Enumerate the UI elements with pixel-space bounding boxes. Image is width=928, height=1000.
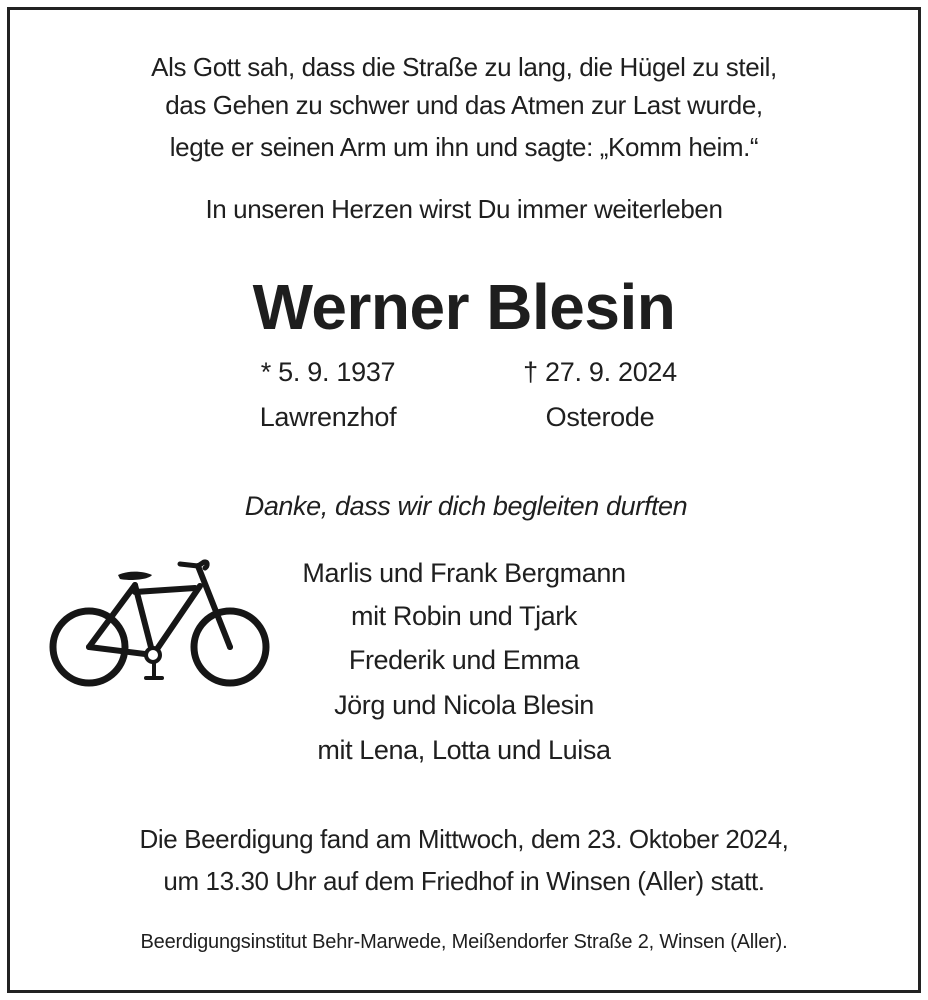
poem-line-2: das Gehen zu schwer und das Atmen zur Last wurde, xyxy=(165,90,763,120)
death-date: † 27. 9. 2024 xyxy=(523,357,677,387)
funeral-line-1: Die Beerdigung fand am Mittwoch, dem 23. Oktober 2024, xyxy=(139,824,789,854)
family-line-4: Jörg und Nicola Blesin xyxy=(334,690,594,720)
family-line-2: mit Robin und Tjark xyxy=(350,601,577,631)
poem-line-1: Als Gott sah, dass die Straße zu lang, die Hügel zu steil, xyxy=(151,52,777,82)
birth-date: * 5. 9. 1937 xyxy=(260,357,396,387)
family-line-3: Frederik und Emma xyxy=(348,645,580,675)
motto: In unseren Herzen wirst Du immer weiterleben xyxy=(205,194,723,224)
family-line-5: mit Lena, Lotta und Luisa xyxy=(317,735,611,765)
birth-place: Lawrenzhof xyxy=(259,402,397,432)
death-place: Osterode xyxy=(545,402,655,432)
thanks-line: Danke, dass wir dich begleiten durften xyxy=(244,491,688,521)
family-line-1: Marlis und Frank Bergmann xyxy=(302,558,626,588)
funeral-line-2: um 13.30 Uhr auf dem Friedhof in Winsen (Aller) statt. xyxy=(163,866,765,896)
poem-line-3: legte er seinen Arm um ihn und sagte: „Komm heim.“ xyxy=(169,132,759,162)
deceased-name: Werner Blesin xyxy=(252,271,676,343)
undertaker-line: Beerdigungsinstitut Behr-Marwede, Meißendorfer Straße 2, Winsen (Aller). xyxy=(140,931,788,953)
